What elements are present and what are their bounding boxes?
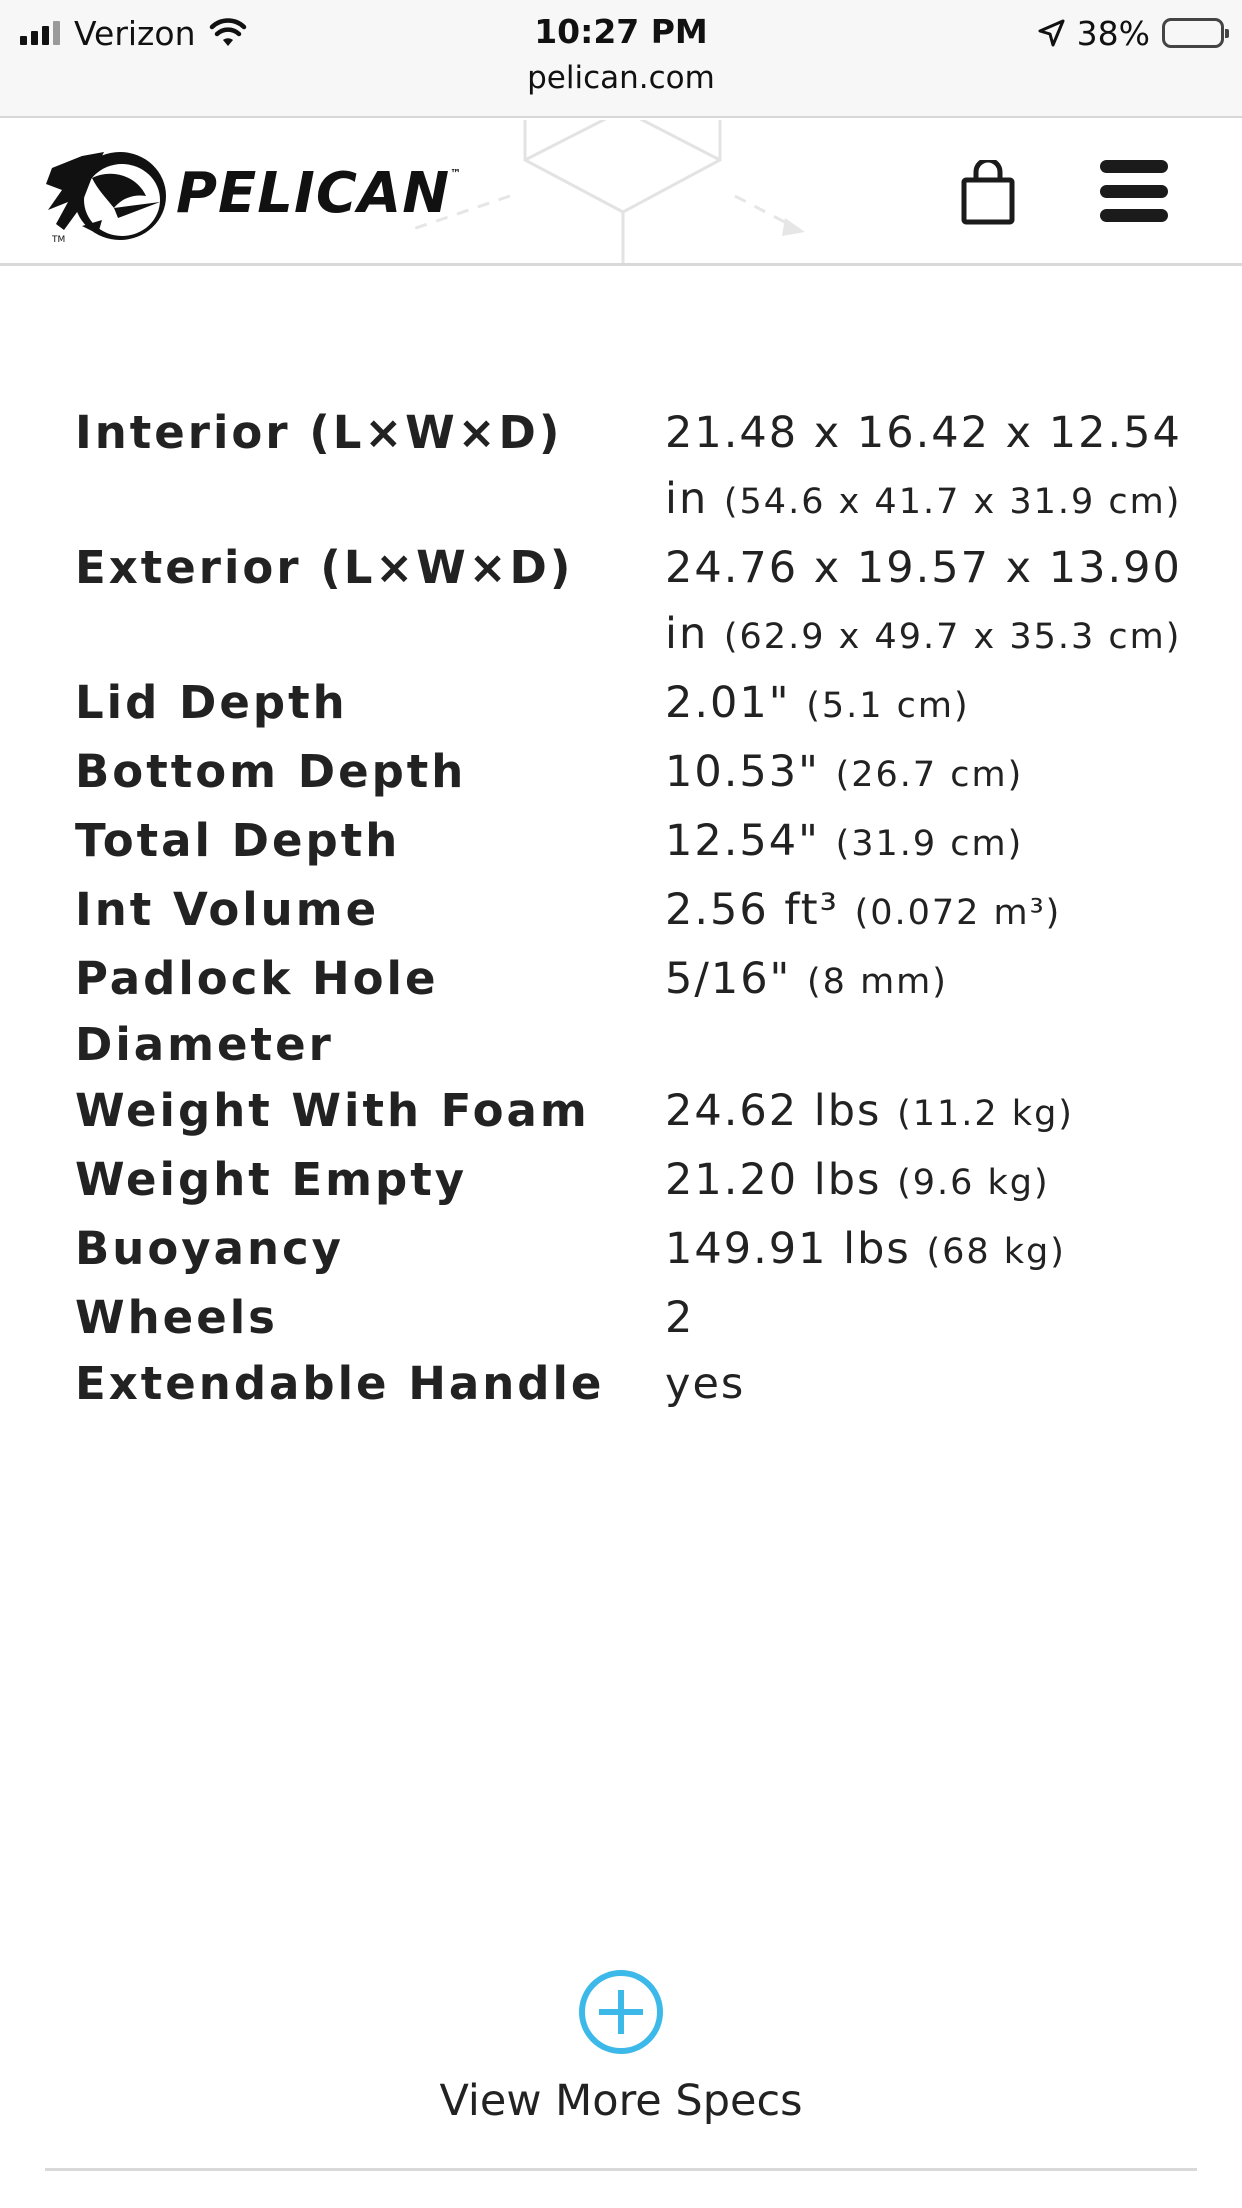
spec-label: Exterior (L×W×D) bbox=[75, 541, 574, 594]
spec-value-imperial: 5/16" bbox=[665, 954, 792, 1004]
view-more-specs-button[interactable] bbox=[0, 1968, 1242, 2126]
logo-wordmark: PELICAN™ bbox=[176, 160, 463, 226]
spec-value bbox=[665, 1078, 1195, 1147]
spec-row bbox=[75, 739, 1195, 808]
hamburger-menu-icon[interactable] bbox=[1100, 160, 1170, 222]
spec-row bbox=[75, 808, 1195, 877]
status-right bbox=[1037, 12, 1224, 54]
spec-value bbox=[665, 1351, 1195, 1417]
spec-value-metric: (31.9 cm) bbox=[835, 824, 1024, 864]
location-arrow-icon bbox=[1037, 18, 1065, 48]
cube-watermark-icon bbox=[400, 120, 850, 266]
address-bar-url[interactable]: pelican.com bbox=[527, 60, 715, 96]
spec-value-imperial: 149.91 lbs bbox=[665, 1224, 911, 1274]
spec-label: Buoyancy bbox=[75, 1222, 344, 1275]
spec-value-imperial: 2.56 ft³ bbox=[665, 885, 839, 935]
spec-label: Interior (L×W×D) bbox=[75, 406, 563, 459]
status-time: 10:27 PM bbox=[534, 12, 708, 51]
spec-row bbox=[75, 1147, 1195, 1216]
spec-row bbox=[75, 1216, 1195, 1285]
spec-label: Int Volume bbox=[75, 883, 380, 936]
spec-label: Weight Empty bbox=[75, 1153, 468, 1206]
spec-value-metric: (9.6 kg) bbox=[897, 1163, 1050, 1203]
spec-label: Lid Depth bbox=[75, 676, 348, 729]
carrier-name: Verizon bbox=[74, 13, 196, 53]
spec-label: Total Depth bbox=[75, 814, 401, 867]
spec-value-imperial: 24.76 x 19.57 x 13.90 in bbox=[665, 543, 1182, 659]
spec-value-metric: (5.1 cm) bbox=[806, 686, 970, 726]
spec-label: Weight With Foam bbox=[75, 1084, 590, 1137]
spec-value-imperial: 10.53" bbox=[665, 747, 820, 797]
battery-icon bbox=[1162, 18, 1224, 48]
view-more-specs-label: View More Specs bbox=[439, 2076, 803, 2126]
spec-row bbox=[75, 1078, 1195, 1147]
specs-table bbox=[75, 400, 1195, 1417]
svg-text:TM: TM bbox=[52, 235, 66, 245]
spec-value-metric: (62.9 x 49.7 x 35.3 cm) bbox=[723, 617, 1182, 657]
spec-value-metric: (54.6 x 41.7 x 31.9 cm) bbox=[723, 482, 1182, 522]
battery-percent: 38% bbox=[1076, 13, 1150, 53]
spec-value-imperial: 21.48 x 16.42 x 12.54 in bbox=[665, 408, 1182, 524]
spec-row bbox=[75, 1285, 1195, 1351]
spec-value-metric: (0.072 m³) bbox=[854, 893, 1062, 933]
site-header bbox=[0, 120, 1242, 266]
spec-value bbox=[665, 877, 1195, 946]
spec-value bbox=[665, 670, 1195, 739]
spec-value bbox=[665, 1216, 1195, 1285]
pelican-bird-logo-icon bbox=[42, 138, 172, 248]
status-bar bbox=[0, 0, 1242, 118]
spec-value-metric: (26.7 cm) bbox=[835, 755, 1024, 795]
pelican-logo[interactable] bbox=[42, 138, 462, 248]
spec-value-metric: (68 kg) bbox=[926, 1232, 1066, 1272]
spec-value bbox=[665, 946, 1195, 1078]
spec-value bbox=[665, 808, 1195, 877]
spec-value-imperial: 2.01" bbox=[665, 678, 791, 728]
spec-label: Extendable Handle bbox=[75, 1357, 605, 1410]
spec-value-imperial: 24.62 lbs bbox=[665, 1086, 882, 1136]
spec-value bbox=[665, 1147, 1195, 1216]
spec-value bbox=[665, 739, 1195, 808]
spec-row bbox=[75, 946, 1195, 1078]
spec-label: Wheels bbox=[75, 1291, 278, 1344]
spec-value bbox=[665, 535, 1195, 670]
spec-row bbox=[75, 535, 1195, 670]
bottom-divider bbox=[45, 2168, 1197, 2171]
spec-row bbox=[75, 1351, 1195, 1417]
spec-value-imperial: 21.20 lbs bbox=[665, 1155, 882, 1205]
spec-label: Padlock Hole Diameter bbox=[75, 952, 439, 1071]
spec-value-imperial: 2 bbox=[665, 1293, 695, 1343]
shopping-bag-icon[interactable] bbox=[958, 160, 1018, 226]
spec-value-metric: (8 mm) bbox=[807, 962, 948, 1002]
spec-row bbox=[75, 670, 1195, 739]
spec-value bbox=[665, 1285, 1195, 1351]
spec-value bbox=[665, 400, 1195, 535]
spec-row bbox=[75, 400, 1195, 535]
spec-row bbox=[75, 877, 1195, 946]
spec-value-metric: (11.2 kg) bbox=[897, 1094, 1074, 1134]
plus-circle-icon bbox=[577, 1968, 665, 2056]
spec-value-imperial: 12.54" bbox=[665, 816, 820, 866]
spec-value-imperial: yes bbox=[665, 1359, 746, 1409]
spec-label: Bottom Depth bbox=[75, 745, 467, 798]
